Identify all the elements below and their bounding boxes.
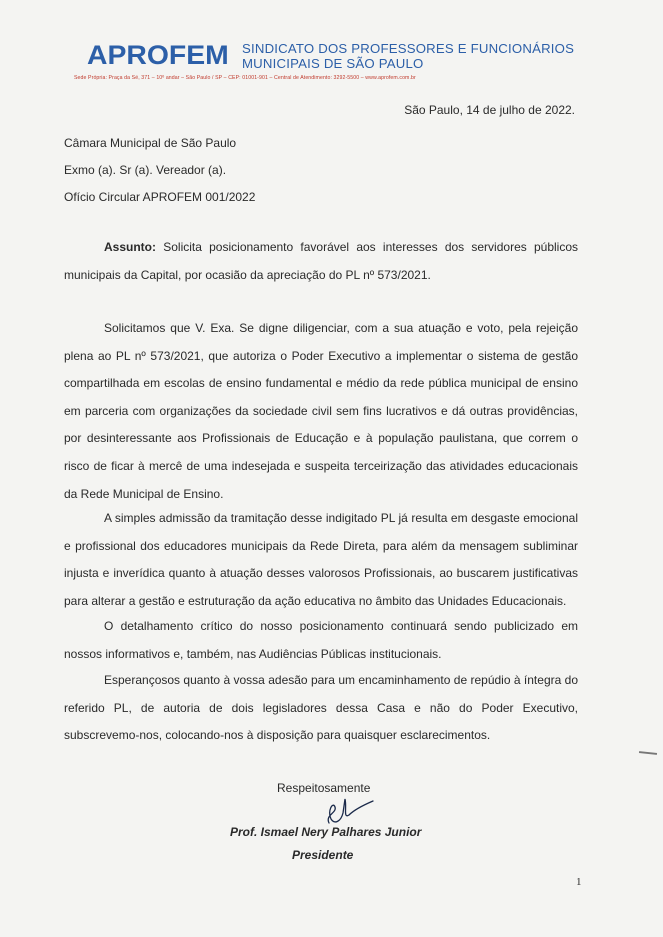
page-number: 1: [576, 876, 582, 888]
org-name-line2: MUNICIPAIS DE SÃO PAULO: [242, 56, 424, 71]
body-paragraph-2: [64, 505, 578, 615]
body-text-2: A simples admissão da tramitação desse indigitado PL já resulta em desgaste emocional e profissional dos educadores municipais da Rede Direta, para além da mensagem subliminar injusta e inverídica quanto à atuação desses valorosos Profissionais, ao buscarem justificativas para alterar a gestão e estruturação da ação educativa no âmbito das Unidades Educacionais.: [64, 511, 578, 608]
body-text-3: O detalhamento crítico do nosso posicionamento continuará sendo publicizado em nossos informativos e, também, nas Audiências Públicas institucionais.: [64, 619, 578, 661]
aprofem-logo: APROFEM: [87, 40, 229, 70]
recipient-line1: Câmara Municipal de São Paulo: [64, 136, 237, 150]
margin-mark: [639, 751, 657, 755]
recipient-line2: Exmo (a). Sr (a). Vereador (a).: [64, 163, 227, 177]
signer-name: Prof. Ismael Nery Palhares Junior: [230, 825, 422, 839]
org-name-line1: SINDICATO DOS PROFESSORES E FUNCIONÁRIOS: [242, 41, 575, 56]
subject-text: Solicita posicionamento favorável aos interesses dos servidores públicos municipais da Capital, por ocasião da apreciação do PL nº 573/2021.: [64, 240, 578, 282]
letter-date: São Paulo, 14 de julho de 2022.: [404, 103, 575, 117]
letterhead-address: Sede Própria: Praça da Sé, 371 – 10º andar – São Paulo / SP – CEP: 01001-901 – Central de Atendimento: 3292-5500 – www.aprofem.com.br: [74, 75, 416, 81]
body-paragraph-1: [64, 315, 578, 508]
body-text-4: Esperançosos quanto à vossa adesão para um encaminhamento de repúdio à íntegra do referido PL, de autoria de dois legisladores dessa Casa e não do Poder Executivo, subscrevemo-nos, colocando-nos à disposição para quaisquer esclarecimentos.: [64, 673, 578, 743]
closing-salutation: Respeitosamente: [277, 781, 371, 795]
body-text-1: Solicitamos que V. Exa. Se digne diligenciar, com a sua atuação e voto, pela rejeição plena ao PL nº 573/2021, que autoriza o Poder Executivo a implementar o sistema de gestão compartilhada em escolas de ensino fundamental e médio da rede pública municipal de ensino em parceria com organizações da sociedade civil sem fins lucrativos e dá outras providências, por desinteressante aos Profissionais de Educação e à população paulistana, que correm o risco de ficar à mercê de uma indesejada e suspeita terceirização das atividades educacionais da Rede Municipal de Ensino.: [64, 321, 578, 501]
subject-paragraph: [64, 234, 578, 289]
recipient-line3: Ofício Circular APROFEM 001/2022: [64, 190, 256, 204]
subject-label: Assunto:: [104, 240, 156, 254]
body-paragraph-3: [64, 613, 578, 668]
body-paragraph-4: [64, 667, 578, 750]
signer-role: Presidente: [292, 848, 354, 862]
